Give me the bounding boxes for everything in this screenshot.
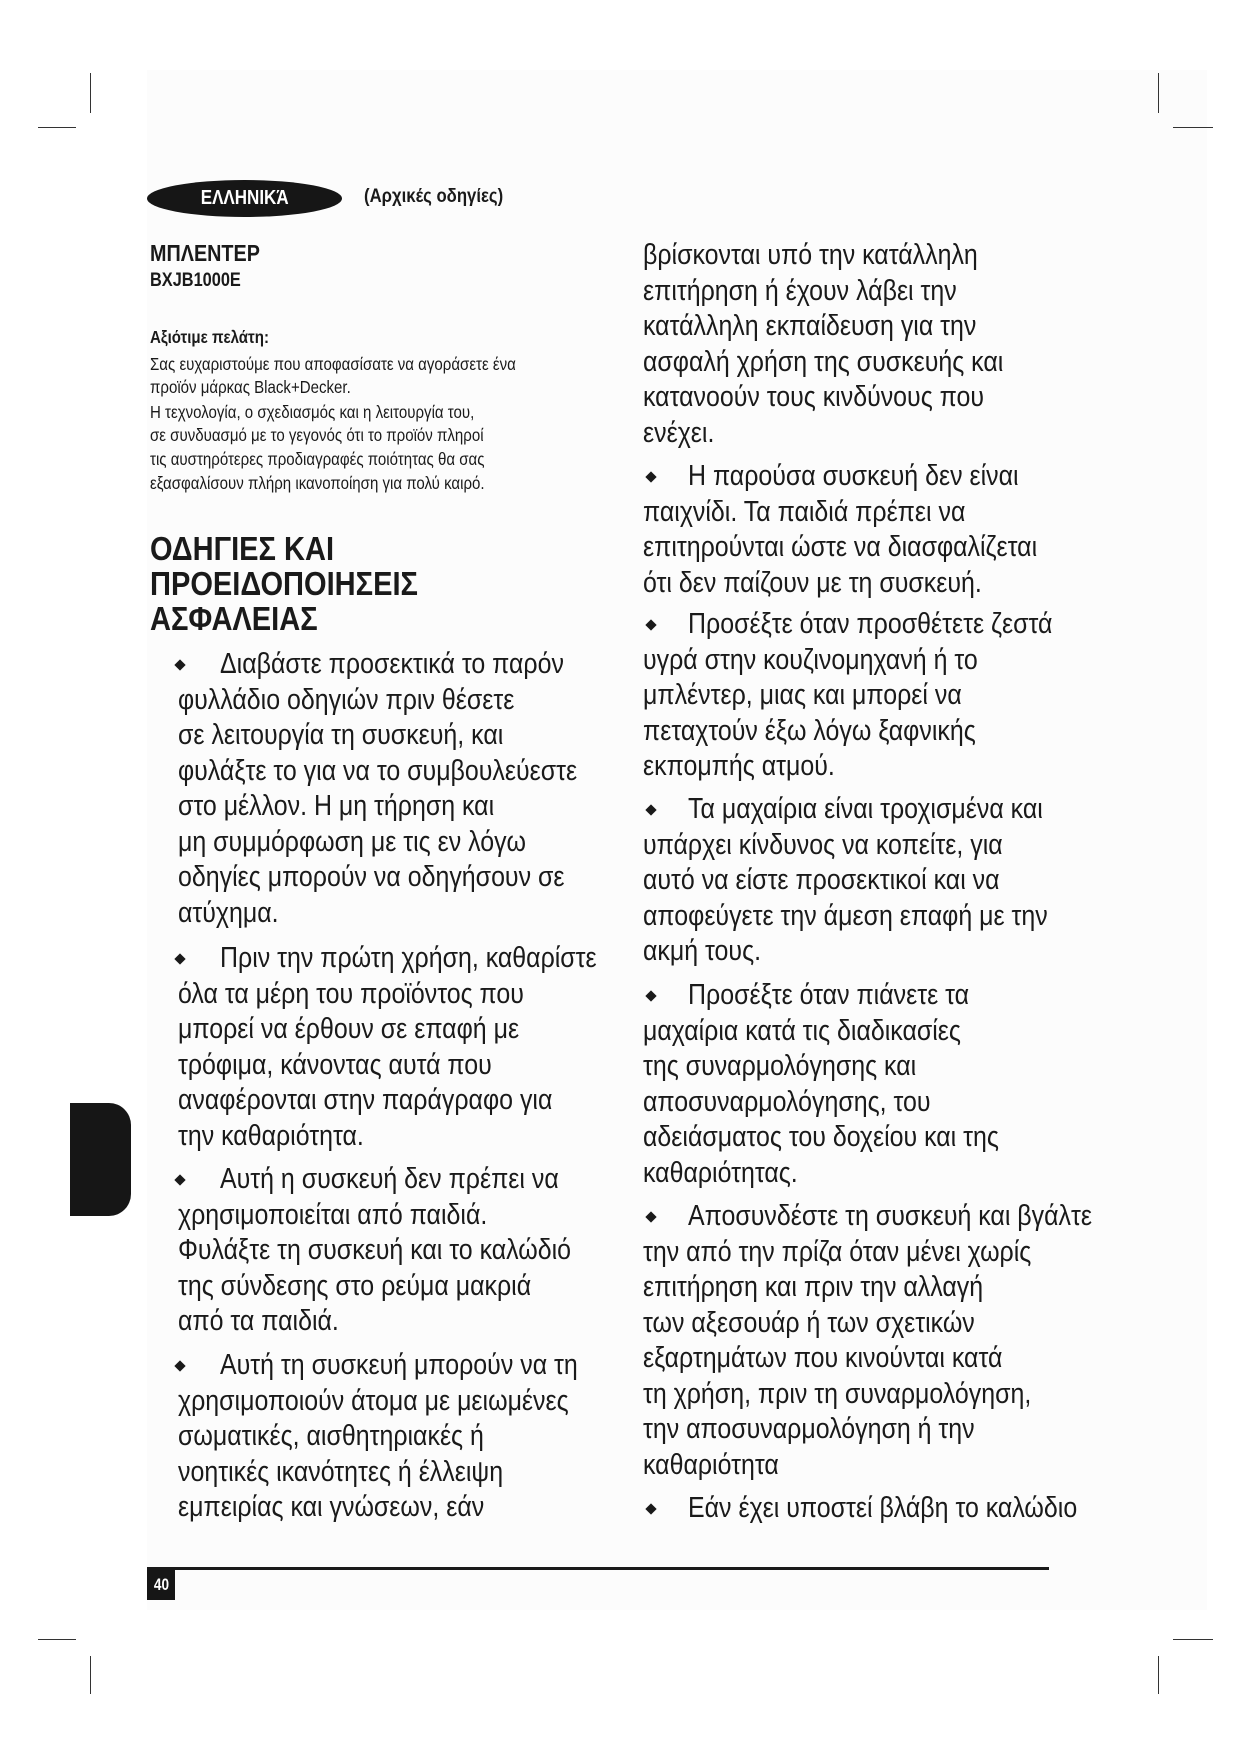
intro-line: Σας ευχαριστούμε που αποφασίσατε να αγοράσετε ένα bbox=[150, 354, 516, 374]
instruction-line: φυλλάδιο οδηγιών πριν θέσετε bbox=[178, 683, 515, 716]
instruction-line: Η παρούσα συσκευή δεν είναι bbox=[688, 460, 1019, 492]
intro-line: σε συνδυασμό με το γεγονός ότι το προϊόν πληροί bbox=[150, 425, 484, 445]
instruction-line: νοητικές ικανότητες ή έλλειψη bbox=[178, 1455, 504, 1488]
instruction-line: Πριν την πρώτη χρήση, καθαρίστε bbox=[220, 942, 597, 974]
instruction-line: υπάρχει κίνδυνος να κοπείτε, για bbox=[643, 828, 1003, 861]
instruction-line: εμπειρίας και γνώσεων, εάν bbox=[178, 1491, 485, 1523]
crop-mark bbox=[38, 127, 76, 128]
instruction-line: εξαρτημάτων που κινούνται κατά bbox=[643, 1342, 1003, 1374]
section-title-line: ΑΣΦΑΛΕΙΑΣ bbox=[150, 600, 318, 637]
instruction-line: επιτηρούνται ώστε να διασφαλίζεται bbox=[643, 531, 1038, 563]
crop-mark bbox=[90, 1656, 91, 1694]
instruction-line: σε λειτουργία τη συσκευή, και bbox=[178, 719, 504, 751]
instruction-line: μαχαίρια κατά τις διαδικασίες bbox=[643, 1014, 961, 1047]
product-name: ΜΠΛΕΝΤΕΡ bbox=[150, 240, 260, 266]
instruction-line: ασφαλή χρήση της συσκευής και bbox=[643, 345, 1004, 378]
instruction-item bbox=[643, 1491, 1141, 1527]
instruction-line: αδειάσματος του δοχείου και της bbox=[643, 1121, 999, 1153]
greeting: Αξιότιμε πελάτη: bbox=[150, 327, 269, 347]
page-number bbox=[147, 1570, 175, 1600]
instruction-line: ότι δεν παίζουν με τη συσκευή. bbox=[643, 566, 982, 599]
instruction-line: την καθαριότητα. bbox=[178, 1119, 364, 1152]
instruction-item bbox=[178, 1348, 636, 1526]
instruction-line: καθαριότητα bbox=[643, 1448, 779, 1481]
instruction-line: επιτήρηση ή έχουν λάβει την bbox=[643, 274, 957, 307]
instruction-line: υγρά στην κουζινομηχανή ή το bbox=[643, 643, 978, 676]
section-title-line: ΠΡΟΕΙΔΟΠΟΙΗΣΕΙΣ bbox=[150, 565, 418, 602]
instruction-item bbox=[643, 459, 1101, 601]
instruction-line: αποσυναρμολόγησης, του bbox=[643, 1085, 931, 1118]
instruction-line: την αποσυναρμολόγηση ή την bbox=[643, 1413, 975, 1445]
footer-rule bbox=[147, 1567, 1049, 1570]
instruction-line: καθαριότητας. bbox=[643, 1156, 798, 1189]
instruction-line: χρησιμοποιούν άτομα με μειωμένες bbox=[178, 1384, 569, 1417]
instruction-line: τρόφιμα, κάνοντας αυτά που bbox=[178, 1048, 492, 1081]
crop-mark bbox=[38, 1639, 76, 1640]
instruction-line: αποφεύγετε την άμεση επαφή με την bbox=[643, 899, 1048, 932]
instruction-line: Αυτή η συσκευή δεν πρέπει να bbox=[220, 1163, 559, 1195]
instruction-item bbox=[643, 792, 1114, 970]
instruction-line: μη συμμόρφωση με τις εν λόγω bbox=[178, 825, 527, 858]
instruction-line: Διαβάστε προσεκτικά το παρόν bbox=[220, 648, 564, 680]
instruction-line: των αξεσουάρ ή των σχετικών bbox=[643, 1306, 975, 1339]
language-badge-label: ΕΛΛΗΝΙΚΆ bbox=[200, 187, 289, 209]
instruction-line: στο μέλλον. Η μη τήρηση και bbox=[178, 790, 495, 822]
instruction-line: επιτήρηση και πριν την αλλαγή bbox=[643, 1271, 984, 1303]
instruction-item bbox=[178, 941, 658, 1154]
instruction-line: όλα τα μέρη του προϊόντος που bbox=[178, 977, 524, 1010]
crop-mark bbox=[90, 73, 91, 113]
instruction-line: Προσέξτε όταν προσθέτετε ζεστά bbox=[688, 608, 1053, 640]
instruction-line: πεταχτούν έξω λόγω ξαφνικής bbox=[643, 714, 976, 747]
instruction-line: τη χρήση, πριν τη συναρμολόγηση, bbox=[643, 1377, 1032, 1410]
page-number-label: 40 bbox=[153, 1575, 169, 1594]
instruction-line: Εάν έχει υποστεί βλάβη το καλώδιο bbox=[688, 1492, 1078, 1524]
instruction-item bbox=[643, 238, 1062, 451]
section-title bbox=[150, 531, 418, 636]
instruction-line: ακμή τους. bbox=[643, 935, 762, 967]
instruction-item bbox=[178, 647, 642, 931]
intro-line: τις αυστηρότερες προδιαγραφές ποιότητας θα σας bbox=[150, 449, 485, 469]
instruction-line: ενέχει. bbox=[643, 416, 715, 449]
instruction-line: βρίσκονται υπό την κατάλληλη bbox=[643, 239, 978, 271]
instruction-line: ατύχημα. bbox=[178, 896, 279, 929]
instruction-line: Προσέξτε όταν πιάνετε τα bbox=[688, 979, 970, 1011]
instruction-line: Φυλάξτε τη συσκευή και το καλώδιό bbox=[178, 1234, 572, 1266]
instruction-line: κατανοούν τους κινδύνους που bbox=[643, 381, 985, 413]
crop-mark bbox=[1158, 73, 1159, 113]
section-title-line: ΟΔΗΓΙΕΣ ΚΑΙ bbox=[150, 530, 335, 567]
instruction-line: παιχνίδι. Τα παιδιά πρέπει να bbox=[643, 495, 966, 528]
instruction-line: χρησιμοποιείται από παιδιά. bbox=[178, 1198, 488, 1231]
instruction-line: της συναρμολόγησης και bbox=[643, 1050, 917, 1082]
instruction-line: οδηγίες μπορούν να οδηγήσουν σε bbox=[178, 861, 565, 893]
instruction-line: της σύνδεσης στο ρεύμα μακριά bbox=[178, 1269, 532, 1302]
product-model: BXJB1000E bbox=[150, 270, 241, 291]
intro-line: προϊόν μάρκας Black+Decker. bbox=[150, 377, 351, 397]
intro-line: Η τεχνολογία, ο σχεδιασμός και η λειτουργία του, bbox=[150, 402, 475, 422]
subtitle: (Αρχικές οδηγίες) bbox=[364, 186, 504, 207]
instruction-item bbox=[178, 1162, 635, 1340]
instruction-item bbox=[643, 978, 1057, 1191]
instruction-line: Τα μαχαίρια είναι τροχισμένα και bbox=[688, 793, 1043, 825]
instruction-line: αναφέρονται στην παράγραφο για bbox=[178, 1084, 553, 1116]
instruction-line: την από την πρίζα όταν μένει χωρίς bbox=[643, 1235, 1032, 1268]
instruction-line: Αποσυνδέστε τη συσκευή και βγάλτε bbox=[688, 1200, 1092, 1232]
crop-mark bbox=[1173, 1639, 1213, 1640]
instruction-line: αυτό να είστε προσεκτικοί και να bbox=[643, 864, 1000, 896]
instruction-line: εκπομπής ατμού. bbox=[643, 750, 835, 782]
instruction-line: κατάλληλη εκπαίδευση για την bbox=[643, 310, 977, 342]
instruction-line: Αυτή τη συσκευή μπορούν να τη bbox=[220, 1349, 578, 1381]
instruction-item bbox=[643, 1199, 1158, 1483]
instruction-line: σωματικές, αισθητηριακές ή bbox=[178, 1420, 484, 1452]
intro-line: εξασφαλίσουν πλήρη ικανοποίηση για πολύ καιρό. bbox=[150, 473, 485, 493]
instruction-line: μπορεί να έρθουν σε επαφή με bbox=[178, 1013, 520, 1045]
crop-mark bbox=[1173, 127, 1213, 128]
instruction-line: από τα παιδιά. bbox=[178, 1305, 339, 1337]
instruction-line: μπλέντερ, μιας και μπορεί να bbox=[643, 679, 962, 711]
crop-mark bbox=[1158, 1656, 1159, 1694]
instruction-line: φυλάξτε το για να το συμβουλεύεστε bbox=[178, 754, 578, 787]
instruction-item bbox=[643, 607, 1112, 785]
language-badge bbox=[147, 180, 342, 217]
section-tab bbox=[70, 1103, 131, 1216]
